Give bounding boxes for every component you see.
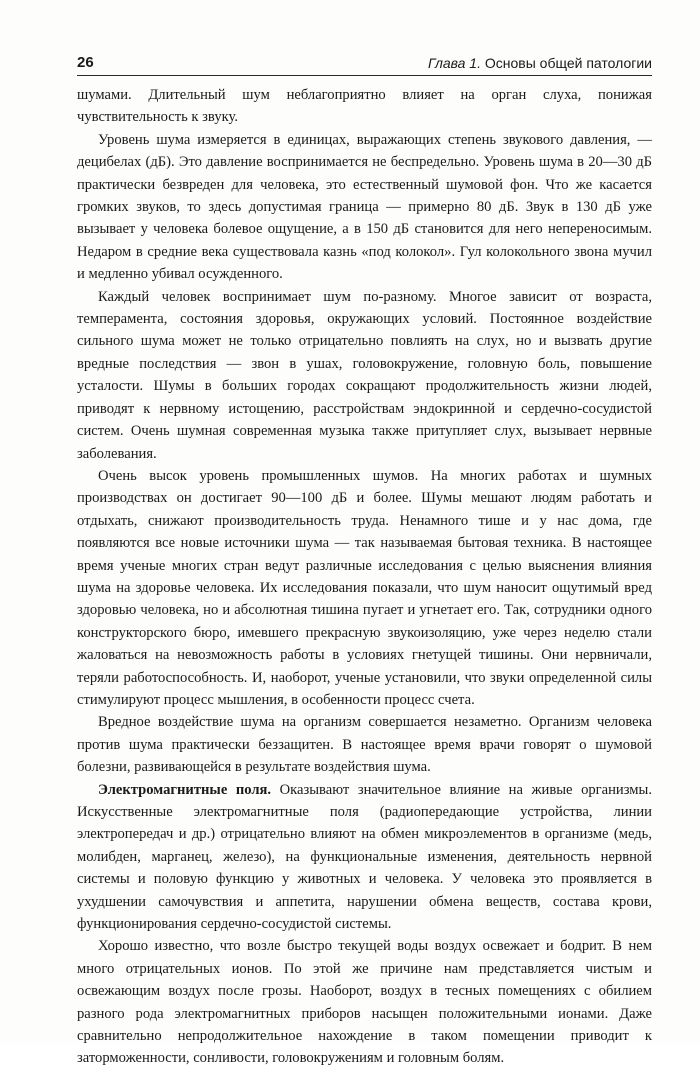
paragraph-text: Хорошо известно, что возле быстро текущей воды воздух освежает и бодрит. В нем много отрицательных ионов. По этой же причине нам представляется чистым и освежающим воздух после грозы. Наоборот, воздух в тесных помещениях с обилием разного рода электромагнитных приборов насыщен положительными ионами. Даже сравнительно непродолжительное нахождение в таком помещении приводит к заторможенности, сонливости, головокружениям и головным болям.: [77, 938, 652, 1067]
body-text: [77, 84, 652, 1070]
paragraph-noise-hearing: [77, 84, 652, 129]
paragraph-text: Очень высок уровень промышленных шумов. На многих работах и шумных производствах он достигает 90—100 дБ и более. Шумы мешают людям работать и отдыхать, снижают производительность труда. Ненамного тише и у нас дома, где появляются все новые источники шума — так называемая бытовая техника. В настоящее время ученые многих стран ведут различные исследования с целью выяснения влияния шума на здоровье человека. Их исследования показали, что шум наносит ощутимый вред здоровью человека, но и абсолютная тишина пугает и угнетает его. Так, сотрудники одного конструкторского бюро, имевшего прекрасную звукоизоляцию, уже через неделю стали жаловаться на невозможность работы в условиях гнетущей тишины. Они нервничали, теряли работоспособность. И, наоборот, ученые установили, что звуки определенной силы стимулируют процесс мышления, в особенности процесс счета.: [77, 467, 652, 708]
paragraph-text: Каждый человек воспринимает шум по-разному. Многое зависит от возраста, темперамента, состояния здоровья, окружающих условий. Постоянное воздействие сильного шума может не только отрицательно повлиять на слух, но и вызвать другие вредные последствия — звон в ушах, головокружение, головную боль, повышение усталости. Шумы в больших городах сокращают продолжительность жизни людей, приводят к нервному истощению, расстройствам эндокринной и сердечно-сосудистой систем. Очень шумная современная музыка также притупляет слух, вызывает нервные заболевания.: [77, 288, 652, 462]
paragraph-text: Вредное воздействие шума на организм совершается незаметно. Организм человека против шума практически беззащитен. В настоящее время врачи говорят о шумовой болезни, развивающейся в результате воздействия шума.: [77, 714, 652, 776]
page-number: 26: [77, 54, 94, 71]
chapter-title: [428, 55, 652, 75]
paragraph-text: шумами. Длительный шум неблагоприятно влияет на орган слуха, понижая чувствительность к звуку.: [77, 87, 652, 126]
chapter-label: Глава 1.: [427, 55, 481, 71]
paragraph-noise-perception: [77, 286, 652, 465]
paragraph-text: Оказывают значительное влияние на живые организмы. Искусственные электромагнитные поля (радиопередающие устройства, линии электропередач и др.) отрицательно влияют на обмен микроэлементов в организме (медь, молибден, марганец, железо), на функциональные изменения, деятельность нервной системы и половую функцию у животных и человека. У человека это проявляется в ухудшении самочувствия и аппетита, нарушении обмена веществ, состава крови, функционирования сердечно-сосудистой системы.: [77, 781, 652, 933]
paragraph-noise-disease: [77, 711, 652, 778]
paragraph-industrial-noise: [77, 465, 652, 711]
paragraph-ions: [77, 935, 652, 1069]
section-term: Электромагнитные поля.: [98, 781, 272, 798]
paragraph-text: Уровень шума измеряется в единицах, выражающих степень звукового давления, — децибелах (дБ). Это давление воспринимается не беспредельно. Уровень шума в 20—30 дБ практически безвреден для человека, это естественный шумовой фон. Что же касается громких звуков, то здесь допустимая граница — примерно 80 дБ. Звук в 130 дБ уже вызывает у человека болевое ощущение, а в 150 дБ становится для него непереносимым. Недаром в средние века существовала казнь «под колокол». Гул колокольного звона мучил и медленно убивал осужденного.: [77, 131, 652, 283]
paragraph-electromagnetic-fields: [77, 779, 652, 936]
running-header: [77, 49, 652, 76]
chapter-name: Основы общей патологии: [484, 55, 652, 71]
paragraph-noise-measurement: [77, 129, 652, 286]
